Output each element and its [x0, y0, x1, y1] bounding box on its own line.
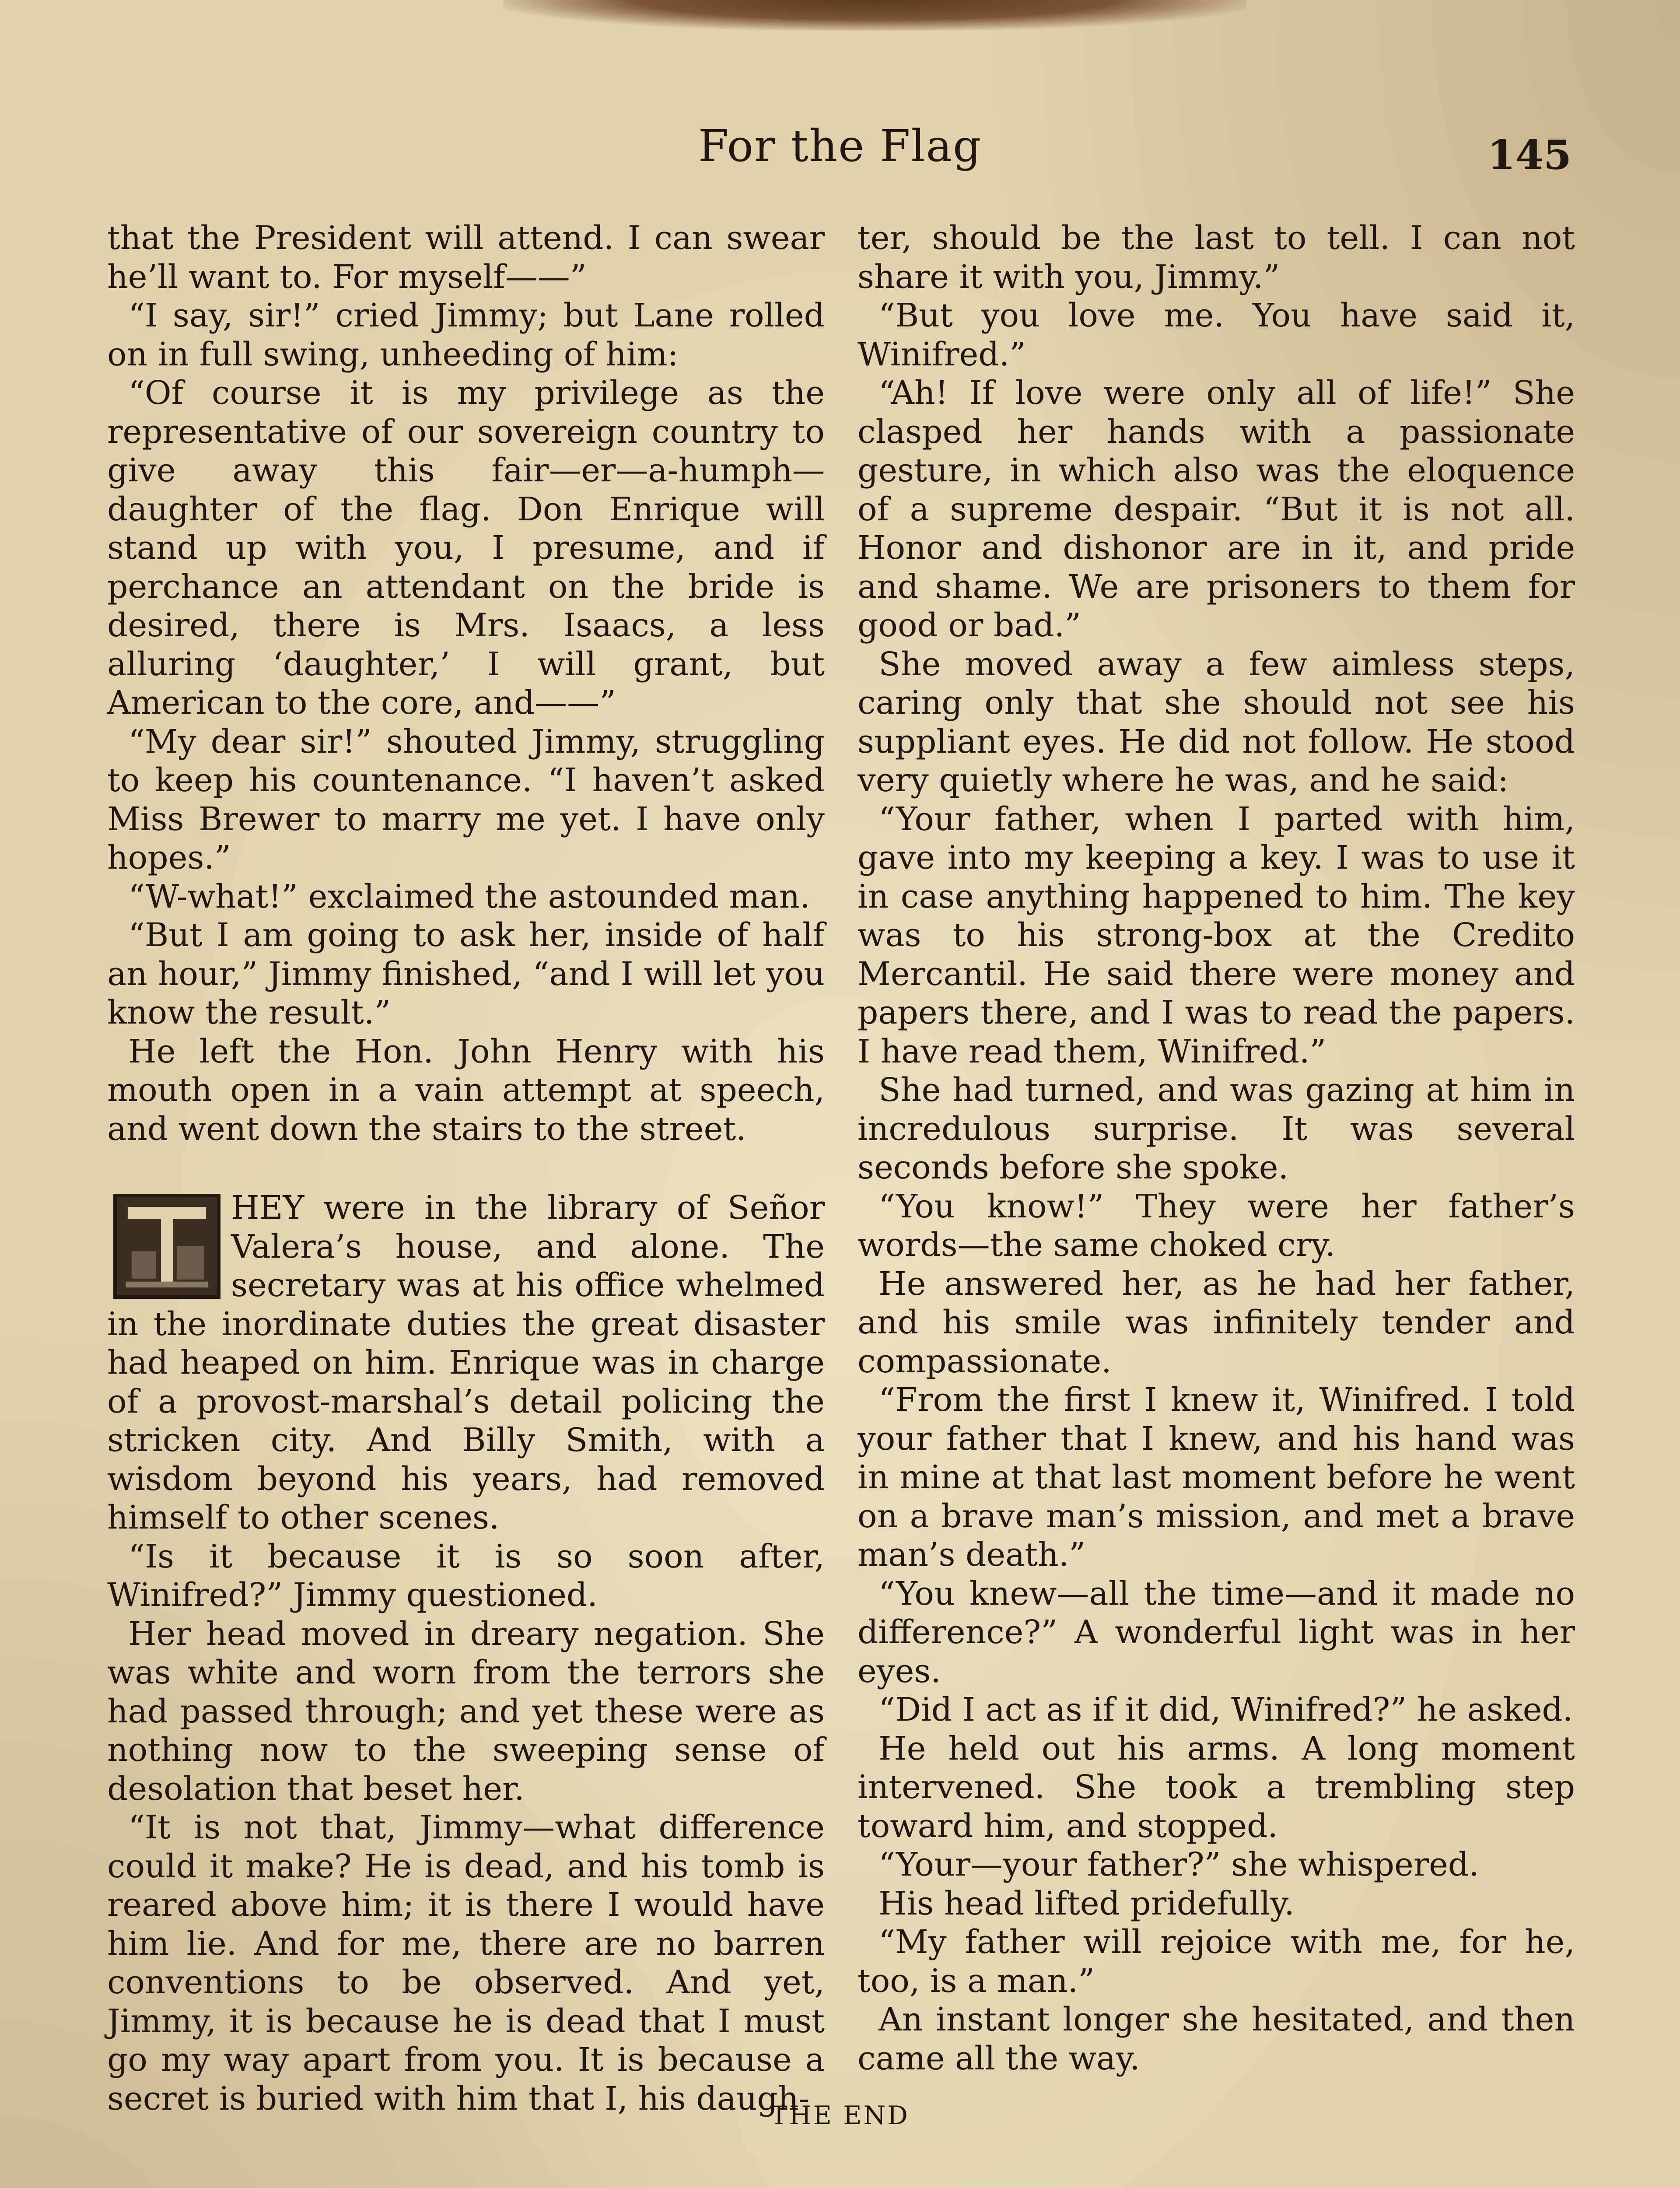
right-column-paragraph: “But you love me. You have said it, Winifred.” — [858, 297, 1575, 373]
right-column-paragraph: She had turned, and was gazing at him in incredulous surprise. It was several seconds before she spoke. — [858, 1071, 1575, 1186]
section-break — [107, 1148, 825, 1189]
right-column-paragraph: “You knew—all the time—and it made no difference?” A wonderful light was in her eyes. — [858, 1574, 1575, 1690]
drop-cap-letter-icon — [117, 1197, 217, 1295]
left-column-paragraph: “My dear sir!” shouted Jimmy, struggling to keep his countenance. “I haven’t asked Miss Brewer to marry me yet. I have only hopes.” — [107, 722, 825, 877]
left-column-paragraph: “W-what!” exclaimed the astounded man. — [128, 877, 810, 915]
section-two — [107, 1189, 825, 2118]
right-column-paragraph: “My father will rejoice with me, for he, too, is a man.” — [858, 1923, 1575, 2000]
right-column-paragraph: “Your father, when I parted with him, gave into my keeping a key. I was to use it in case anything happened to him. The key was to his strong-box at the Credito Mercantil. He said there were money and papers there, and I was to read the papers. I have read them, Winifred.” — [858, 800, 1575, 1070]
right-column-paragraph: His head lifted pridefully. — [878, 1884, 1295, 1922]
left-column-paragraphs — [107, 219, 825, 1148]
section-lead-paragraph — [107, 1189, 825, 1537]
page-number: 145 — [1488, 131, 1572, 179]
right-column — [858, 219, 1575, 2078]
left-column-paragraph: “Of course it is my privilege as the representative of our sovereign country to give away this fair—er—a-humph—daughter of the flag. Don Enrique will stand up with you, I presume, and if perchance an attendant on the bride is desired, there is Mrs. Isaacs, a less alluring ‘daughter,’ I will grant, but American to the core, and——” — [107, 374, 825, 722]
right-column-paragraph: “Your—your father?” she whispered. — [878, 1846, 1479, 1883]
right-column-paragraph: “From the first I knew it, Winifred. I told your father that I knew, and his hand was in mine at that last moment before he went on a brave man’s mission, and met a brave man’s death.” — [858, 1381, 1575, 1574]
section-two-paragraph: Her head moved in dreary negation. She was white and worn from the terrors she had passed through; and yet these were as nothing now to the sweeping sense of desolation that beset her. — [107, 1615, 825, 1808]
section-lead-text: HEY were in the library of Señor Valera’s house, and alone. The secretary was at his office whelmed in the inordinate duties the great disaster had heaped on him. Enrique was in charge of a provost-marshal’s detail policing the stricken city. And Billy Smith, with a wisdom beyond his years, had removed himself to other scenes. — [107, 1189, 825, 1536]
section-two-paragraph: “Is it because it is so soon after, Winifred?” Jimmy questioned. — [107, 1537, 825, 1614]
drop-cap-illustration — [113, 1194, 220, 1299]
running-title: For the Flag — [698, 120, 982, 172]
right-column-paragraph: An instant longer she hesitated, and then came all the way. — [858, 2001, 1575, 2077]
left-column-paragraph: He left the Hon. John Henry with his mouth open in a vain attempt at speech, and went down the stairs to the street. — [107, 1032, 825, 1148]
left-column-paragraph: that the President will attend. I can swear he’ll want to. For myself——” — [107, 219, 825, 296]
right-column-paragraph: He answered her, as he had her father, and his smile was infinitely tender and compassionate. — [858, 1265, 1575, 1380]
left-column — [107, 219, 825, 2118]
left-column-paragraph: “But I am going to ask her, inside of half an hour,” Jimmy finished, “and I will let you know the result.” — [107, 916, 825, 1031]
right-column-paragraph: “Ah! If love were only all of life!” She clasped her hands with a passionate gesture, in which also was the eloquence of a supreme despair. “But it is not all. Honor and dishonor are in it, and pride and shame. We are prisoners to them for good or bad.” — [858, 374, 1575, 644]
the-end-mark: THE END — [770, 2100, 910, 2130]
right-column-paragraph: ter, should be the last to tell. I can not share it with you, Jimmy.” — [858, 219, 1575, 296]
section-two-paragraphs — [107, 1537, 825, 2118]
right-column-paragraph: She moved away a few aimless steps, caring only that she should not see his suppliant eyes. He did not follow. He stood very quietly where he was, and he said: — [858, 645, 1575, 799]
page-stain — [503, 0, 1247, 31]
right-column-paragraphs — [858, 219, 1575, 2078]
left-column-paragraph: “I say, sir!” cried Jimmy; but Lane rolled on in full swing, unheeding of him: — [107, 297, 825, 373]
right-column-paragraph: “Did I act as if it did, Winifred?” he asked. — [878, 1691, 1573, 1729]
section-two-paragraph: “It is not that, Jimmy—what difference could it make? He is dead, and his tomb is reared above him; it is there I would have him lie. And for me, there are no barren conventions to be observed. And yet, Jimmy, it is because he is dead that I must go my way apart from you. It is because a secret is buried with him that I, his daugh- — [107, 1809, 825, 2118]
right-column-paragraph: “You know!” They were her father’s words—the same choked cry. — [858, 1187, 1575, 1264]
right-column-paragraph: He held out his arms. A long moment intervened. She took a trembling step toward him, and stopped. — [858, 1729, 1575, 1845]
